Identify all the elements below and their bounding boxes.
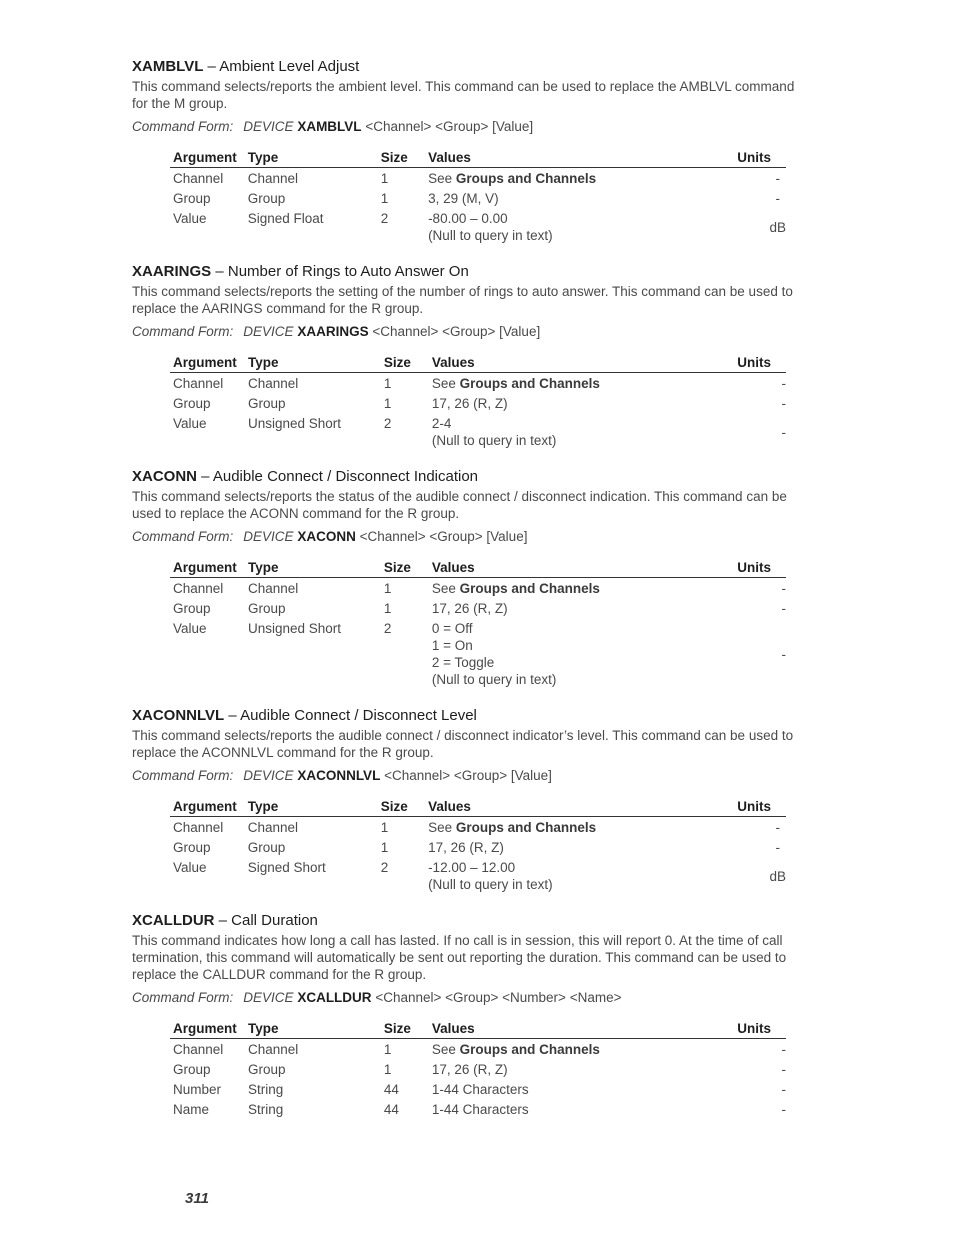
command-name: XAMBLVL	[132, 58, 204, 75]
cell-size: 44	[383, 1082, 399, 1097]
header-type: Type	[245, 1020, 381, 1039]
table-row	[170, 1059, 786, 1079]
values-line: 1 = On	[431, 638, 473, 653]
cell-argument: Name	[173, 1102, 210, 1117]
table-row	[170, 208, 786, 245]
cell-size: 2	[383, 621, 392, 636]
values-line: 17, 26 (R, Z)	[428, 840, 504, 855]
command-form-cmd: XAMBLVL	[297, 119, 362, 134]
table-row	[170, 857, 786, 894]
cell-type: Group	[247, 191, 286, 206]
cell-units: -	[775, 840, 780, 855]
values-reference: Groups and Channels	[459, 581, 600, 596]
command-description: This command selects/reports the status of the audible connect / disconnect indication. This command can be used to replace the ACONN command for the R group.	[132, 489, 787, 521]
header-type: Type	[245, 354, 381, 373]
table-header-row	[170, 354, 786, 373]
command-form-label: Command Form:	[132, 324, 234, 339]
header-size: Size	[381, 354, 429, 373]
values-line: 2-4	[431, 416, 452, 431]
values-line: 3, 29 (M, V)	[428, 191, 499, 206]
cell-size: 1	[380, 840, 389, 855]
header-size: Size	[381, 559, 429, 578]
cell-units: -	[781, 1102, 786, 1117]
cell-values	[429, 1079, 732, 1099]
cell-values	[429, 373, 732, 394]
values-line: 17, 26 (R, Z)	[431, 601, 508, 616]
cell-type: Channel	[247, 581, 299, 596]
command-form	[132, 768, 812, 783]
table-row	[170, 168, 786, 189]
cell-size: 44	[383, 1102, 399, 1117]
command-title: – Number of Rings to Auto Answer On	[211, 263, 469, 280]
table-header-row	[170, 798, 786, 817]
header-type: Type	[245, 798, 378, 817]
cell-argument: Number	[173, 1082, 222, 1097]
header-size: Size	[378, 798, 425, 817]
cell-size: 1	[383, 601, 392, 616]
command-heading	[132, 468, 812, 485]
values-line: 17, 26 (R, Z)	[431, 1062, 508, 1077]
command-form	[132, 529, 812, 544]
command-name: XCALLDUR	[132, 912, 215, 929]
cell-units: -	[781, 396, 786, 411]
table-header-row	[170, 149, 786, 168]
command-form-label: Command Form:	[132, 119, 234, 134]
header-argument: Argument	[170, 149, 245, 168]
cell-values	[429, 1099, 732, 1119]
cell-units: -	[781, 1062, 786, 1077]
cell-type: Group	[247, 840, 286, 855]
header-values: Values	[425, 798, 719, 817]
cell-units: dB	[769, 219, 786, 235]
cell-argument: Channel	[173, 581, 224, 596]
command-form-args: <Channel> <Group> [Value]	[355, 529, 528, 544]
command-description: This command selects/reports the setting of the number of rings to auto answer. This command can be used to replace the AARINGS command for the R group.	[132, 284, 793, 316]
values-line: (Null to query in text)	[431, 672, 557, 687]
values-line: 17, 26 (R, Z)	[431, 396, 508, 411]
header-type: Type	[245, 149, 378, 168]
cell-type: Group	[247, 396, 286, 411]
cell-values	[429, 413, 732, 450]
command-section	[132, 468, 812, 689]
command-description: This command indicates how long a call has lasted. If no call is in session, this will report 0. At the time of call termination, this command will automatically be sent out reporting the duration. This command can be used to replace the CALLDUR command for the R group.	[132, 933, 787, 982]
cell-type: Channel	[247, 1042, 299, 1057]
cell-size: 2	[380, 211, 389, 226]
values-reference: Groups and Channels	[455, 171, 597, 186]
values-reference: Groups and Channels	[455, 820, 597, 835]
cell-size: 1	[383, 376, 392, 391]
cell-argument: Group	[173, 191, 211, 206]
command-title: – Audible Connect / Disconnect Indication	[197, 468, 479, 485]
command-form-cmd: XCALLDUR	[297, 990, 372, 1005]
header-units: Units	[719, 149, 786, 168]
argument-table	[170, 354, 786, 450]
header-argument: Argument	[170, 1020, 245, 1039]
cell-type: Group	[247, 1062, 286, 1077]
cell-argument: Value	[173, 621, 207, 636]
header-units: Units	[732, 354, 787, 373]
cell-size: 1	[383, 1062, 392, 1077]
cell-type: Channel	[247, 820, 298, 835]
table-header-row	[170, 559, 786, 578]
cell-units: -	[781, 1042, 786, 1057]
cell-values	[425, 817, 719, 838]
command-title: – Audible Connect / Disconnect Level	[224, 707, 477, 724]
header-values: Values	[429, 354, 732, 373]
header-units: Units	[732, 1020, 787, 1039]
values-text: See	[428, 171, 456, 186]
table-row	[170, 413, 786, 450]
cell-units: -	[781, 581, 786, 596]
cell-type: String	[247, 1082, 284, 1097]
header-units: Units	[719, 798, 786, 817]
header-values: Values	[429, 1020, 732, 1039]
values-reference: Groups and Channels	[459, 376, 600, 391]
table-row	[170, 393, 786, 413]
cell-type: Signed Float	[247, 211, 324, 226]
table-row	[170, 1039, 786, 1060]
cell-units: -	[775, 171, 780, 186]
cell-values	[425, 188, 719, 208]
header-type: Type	[245, 559, 381, 578]
table-row	[170, 837, 786, 857]
cell-type: Unsigned Short	[247, 416, 342, 431]
header-size: Size	[381, 1020, 429, 1039]
cell-size: 1	[380, 820, 389, 835]
command-form-label: Command Form:	[132, 768, 234, 783]
cell-argument: Value	[173, 211, 207, 226]
values-text: See	[431, 376, 460, 391]
values-text: See	[428, 820, 456, 835]
command-description: This command selects/reports the audible connect / disconnect indicator’s level. This command can be used to replace the ACONNLVL command for the R group.	[132, 728, 794, 760]
command-form	[132, 324, 812, 339]
values-line: 2 = Toggle	[431, 655, 495, 670]
command-form-args: <Channel> <Group> [Value]	[361, 119, 534, 134]
cell-size: 1	[383, 1042, 392, 1057]
command-heading	[132, 58, 812, 75]
command-form-device: DEVICE	[243, 529, 294, 544]
command-heading	[132, 707, 812, 724]
cell-argument: Channel	[173, 376, 224, 391]
command-heading	[132, 263, 812, 280]
cell-size: 2	[380, 860, 389, 875]
cell-type: Signed Short	[247, 860, 326, 875]
page-number: 311	[185, 1190, 209, 1207]
command-name: XACONNLVL	[132, 707, 225, 724]
command-description: This command selects/reports the ambient level. This command can be used to replace the AMBLVL command for the M group.	[132, 79, 795, 111]
cell-type: String	[247, 1102, 284, 1117]
cell-values	[425, 857, 719, 894]
command-section	[132, 263, 812, 450]
cell-argument: Group	[173, 396, 211, 411]
values-reference: Groups and Channels	[459, 1042, 600, 1057]
command-form-cmd: XACONN	[297, 529, 356, 544]
cell-size: 2	[383, 416, 392, 431]
cell-values	[425, 837, 719, 857]
table-row	[170, 578, 786, 599]
command-form-cmd: XACONNLVL	[297, 768, 381, 783]
header-argument: Argument	[170, 559, 245, 578]
command-title: – Call Duration	[214, 912, 318, 929]
command-form-device: DEVICE	[243, 324, 294, 339]
command-form-args: <Channel> <Group> [Value]	[368, 324, 541, 339]
header-units: Units	[732, 559, 787, 578]
cell-size: 1	[383, 396, 392, 411]
table-row	[170, 598, 786, 618]
cell-argument: Channel	[173, 171, 224, 186]
values-text: See	[431, 1042, 460, 1057]
cell-argument: Group	[173, 840, 211, 855]
table-row	[170, 817, 786, 838]
cell-size: 1	[380, 191, 389, 206]
cell-type: Channel	[247, 376, 299, 391]
cell-units: -	[781, 1082, 786, 1097]
command-form-args: <Channel> <Group> <Number> <Name>	[371, 990, 622, 1005]
command-name: XACONN	[132, 468, 198, 485]
command-form-cmd: XAARINGS	[297, 324, 369, 339]
cell-units: -	[781, 424, 786, 440]
argument-table	[170, 798, 786, 894]
command-form-device: DEVICE	[243, 990, 294, 1005]
cell-argument: Value	[173, 416, 207, 431]
table-row	[170, 1079, 786, 1099]
command-section	[132, 912, 812, 1119]
command-section	[132, 58, 812, 245]
document-page	[132, 58, 812, 1137]
command-title: – Ambient Level Adjust	[203, 58, 360, 75]
command-form-device: DEVICE	[243, 119, 294, 134]
values-text: See	[431, 581, 460, 596]
values-line: 1-44 Characters	[431, 1102, 529, 1117]
argument-table	[170, 1020, 786, 1119]
command-form-label: Command Form:	[132, 529, 234, 544]
cell-values	[429, 618, 732, 689]
table-header-row	[170, 1020, 786, 1039]
cell-argument: Group	[173, 601, 211, 616]
values-line: -80.00 – 0.00	[428, 211, 508, 226]
table-row	[170, 1099, 786, 1119]
cell-values	[429, 598, 732, 618]
table-row	[170, 618, 786, 689]
values-line: (Null to query in text)	[428, 228, 553, 243]
header-values: Values	[429, 559, 732, 578]
command-form-args: <Channel> <Group> [Value]	[380, 768, 552, 783]
command-heading	[132, 912, 812, 929]
header-argument: Argument	[170, 354, 245, 373]
cell-values	[429, 1059, 732, 1079]
cell-type: Unsigned Short	[247, 621, 342, 636]
command-form-device: DEVICE	[243, 768, 294, 783]
cell-argument: Group	[173, 1062, 211, 1077]
cell-units: dB	[769, 868, 786, 884]
values-line: -12.00 – 12.00	[428, 860, 516, 875]
cell-units: -	[781, 601, 786, 616]
cell-units: -	[775, 820, 780, 835]
cell-type: Group	[247, 601, 286, 616]
cell-values	[425, 168, 719, 189]
header-argument: Argument	[170, 798, 245, 817]
command-name: XAARINGS	[132, 263, 212, 280]
values-line: (Null to query in text)	[428, 877, 553, 892]
cell-values	[429, 1039, 732, 1060]
command-section	[132, 707, 812, 894]
values-line: (Null to query in text)	[431, 433, 557, 448]
values-line: 0 = Off	[431, 621, 473, 636]
cell-size: 1	[380, 171, 389, 186]
header-size: Size	[378, 149, 425, 168]
cell-type: Channel	[247, 171, 298, 186]
command-form	[132, 990, 812, 1005]
argument-table	[170, 559, 786, 689]
cell-values	[429, 393, 732, 413]
cell-argument: Channel	[173, 1042, 224, 1057]
cell-argument: Value	[173, 860, 207, 875]
command-form	[132, 119, 812, 134]
cell-size: 1	[383, 581, 392, 596]
values-line: 1-44 Characters	[431, 1082, 529, 1097]
command-form-label: Command Form:	[132, 990, 234, 1005]
cell-values	[425, 208, 719, 245]
cell-values	[429, 578, 732, 599]
header-values: Values	[425, 149, 719, 168]
table-row	[170, 373, 786, 394]
argument-table	[170, 149, 786, 245]
table-row	[170, 188, 786, 208]
cell-units: -	[781, 376, 786, 391]
cell-units: -	[781, 646, 786, 662]
cell-units: -	[775, 191, 780, 206]
cell-argument: Channel	[173, 820, 224, 835]
